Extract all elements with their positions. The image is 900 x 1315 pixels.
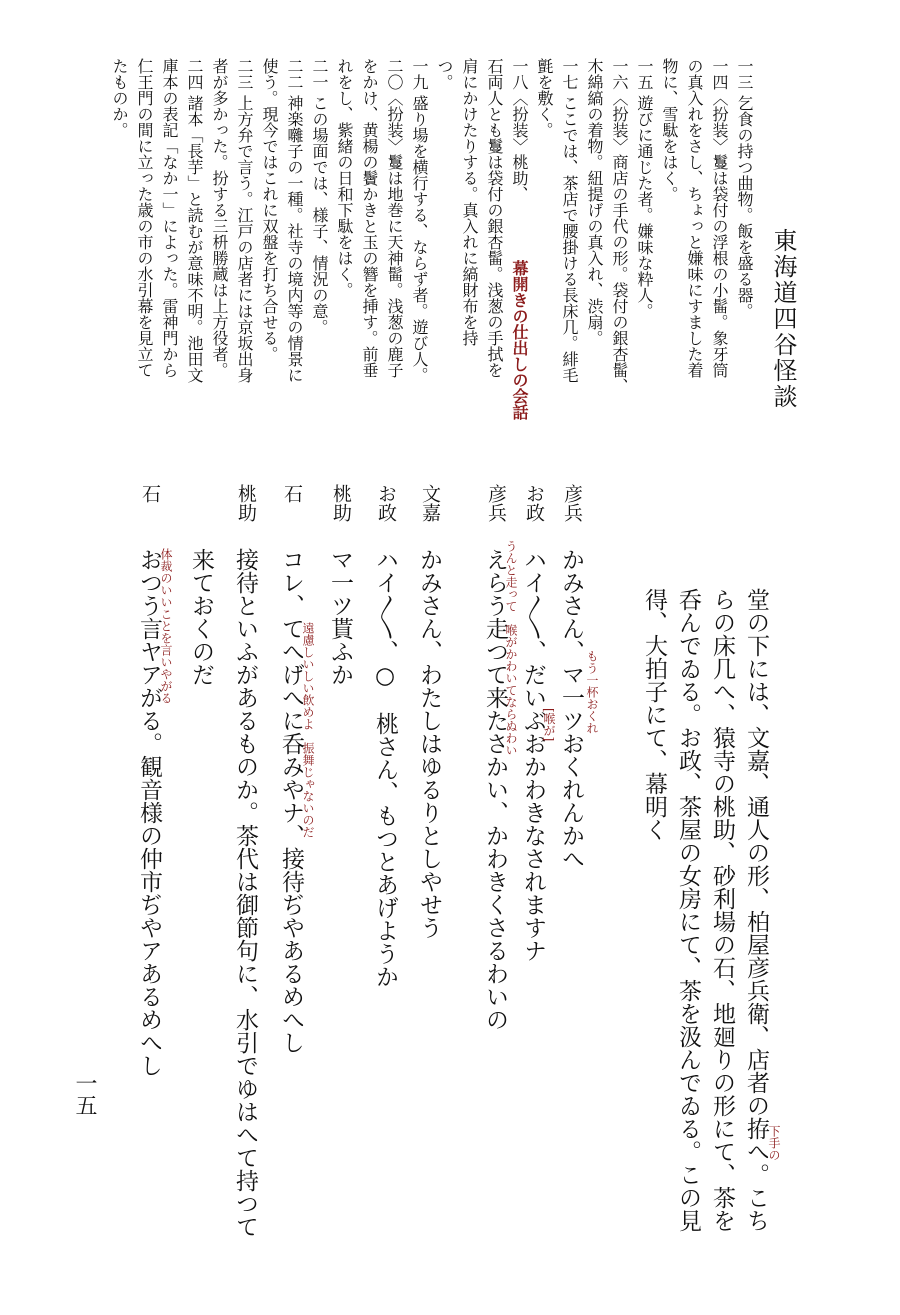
note-line: 仁王門の間に立った歳の市の水引幕を見立て [135,58,154,378]
dialogue-line: えらう走つて来たさかい、かわきくさるわいの [482,548,508,1031]
speaker-name: お政 [375,484,397,522]
note-line: 者が多かった。扮する三枡勝蔵は上方役者。 [210,58,229,378]
note-line: 庫本の表記「なか一」によった。雷神門から [160,58,179,378]
dialogue-line: コレ、てへげへに呑みやナ、接待ぢやあるめへし [278,548,304,1054]
note-line: 二〇〈扮装〉鬘は地巻に天神髷。浅葱の鹿子 [385,58,404,378]
note-line: 一八〈扮装〉桃助、 [510,58,529,202]
dialogue-line: 来ておくのだ [188,548,214,686]
speaker-name: 彦兵 [485,484,507,522]
note-line: 使う。現今ではこれに双盤を打ち合せる。 [260,58,279,362]
dialogue-gloss: もう一杯おくれ [585,650,599,734]
note-line: 一三 乞食の持つ曲物。飯を盛る器。 [735,58,754,320]
note-line: 二一 この場面では、様子、情況の意。 [310,58,329,336]
note-line: 二四 諸本「長芋」と読むが意味不明。池田文 [185,58,204,384]
dialogue-gloss: うんと走って 喉がかわいてならぬわい [504,540,518,756]
note-line: れをし、紫緒の日和下駄をはく。 [335,58,354,298]
note-line: 一四〈扮装〉鬘は袋付の浮根の小髷。象牙筒 [710,58,729,378]
running-title: 東海道四谷怪談 [769,228,797,410]
dialogue-line: かみさん、マ一ツおくれんかへ [558,548,584,870]
speaker-name: 桃助 [330,484,352,522]
note-line: 一五 遊びに通じた者。嫌味な粋人。 [635,58,654,320]
note-line: 一九 盛り場を横行する、ならず者。遊び人。 [410,58,429,384]
section-heading: 幕開きの仕出しの会話 [510,260,529,420]
note-line: をかけ、黄楊の鬢かきと玉の簪を挿す。前垂 [360,58,379,378]
dialogue-gloss: 遠慮しいしい飲めよ 振舞じゃないのだ [301,622,315,838]
note-line: 石両人とも鬘は袋付の銀杏髷。浅葱の手拭を [485,58,504,378]
speaker-name: 文嘉 [419,484,441,522]
stage-direction-line: 得、大拍子にて、幕明く [641,588,667,841]
note-line: 木綿縞の着物。紐提げの真入れ、渋扇。 [585,58,604,346]
page-number: 一五 [72,1072,97,1116]
dialogue-line: かみさん、わたしはゆるりとしやせう [416,548,442,939]
note-line: 物に、雪駄をはく。 [660,58,679,202]
speaker-name: 石 [281,484,303,503]
note-line: の真入れをさし、ちょっと嫌味にすました着 [685,58,704,378]
note-line: たものか。 [110,58,129,138]
dialogue-line: ハイ〳〵、だいぶおかわきなされますナ [520,548,546,962]
stage-direction-line: 呑んでゐる。お政、茶屋の女房にて、茶を汲んでゐる。この見 [675,588,701,1232]
note-line: 二三 上方弁で言う。江戸の店者には京坂出身 [235,58,254,384]
dialogue-line: おつう言ヤアがる。観音様の仲市ぢやアあるめへし [136,548,162,1077]
note-line: 肩にかけたりする。真入れに縞財布を持 [460,58,479,346]
note-line: 一六〈扮装〉商店の手代の形。袋付の銀杏髷、 [610,58,629,394]
speaker-name: 桃助 [235,484,257,522]
margin-gloss: 下手の [767,1125,781,1161]
dialogue-line: ハイ〳〵、○ 桃さん、もつとあげようか [372,548,398,988]
stage-direction-line: らの床几へ、猿寺の桃助、砂利場の石、地廻りの形にて、茶を [709,588,735,1232]
dialogue-gloss: [喉が] [542,708,556,742]
note-line: 氈を敷く。 [535,58,554,138]
note-line: つ。 [435,58,454,90]
dialogue-line: マ一ツ貰ふか [327,548,353,686]
speaker-name: お政 [523,484,545,522]
dialogue-line: 接待といふがあるものか。茶代は御節句に、水引でゆはへて持つて [232,548,258,1238]
speaker-name: 石 [139,484,161,503]
note-line: 二二 神楽囃子の一種。社寺の境内等の情景に [285,58,304,384]
stage-direction-line: 堂の下には、文嘉、通人の形、柏屋彦兵衛、店者の拵へ。こち [743,588,769,1232]
dialogue-gloss: 体裁のいいことを言いやがる [159,548,173,704]
speaker-name: 彦兵 [561,484,583,522]
note-line: 一七 ここでは、茶店で腰掛ける長床几。緋毛 [560,58,579,384]
